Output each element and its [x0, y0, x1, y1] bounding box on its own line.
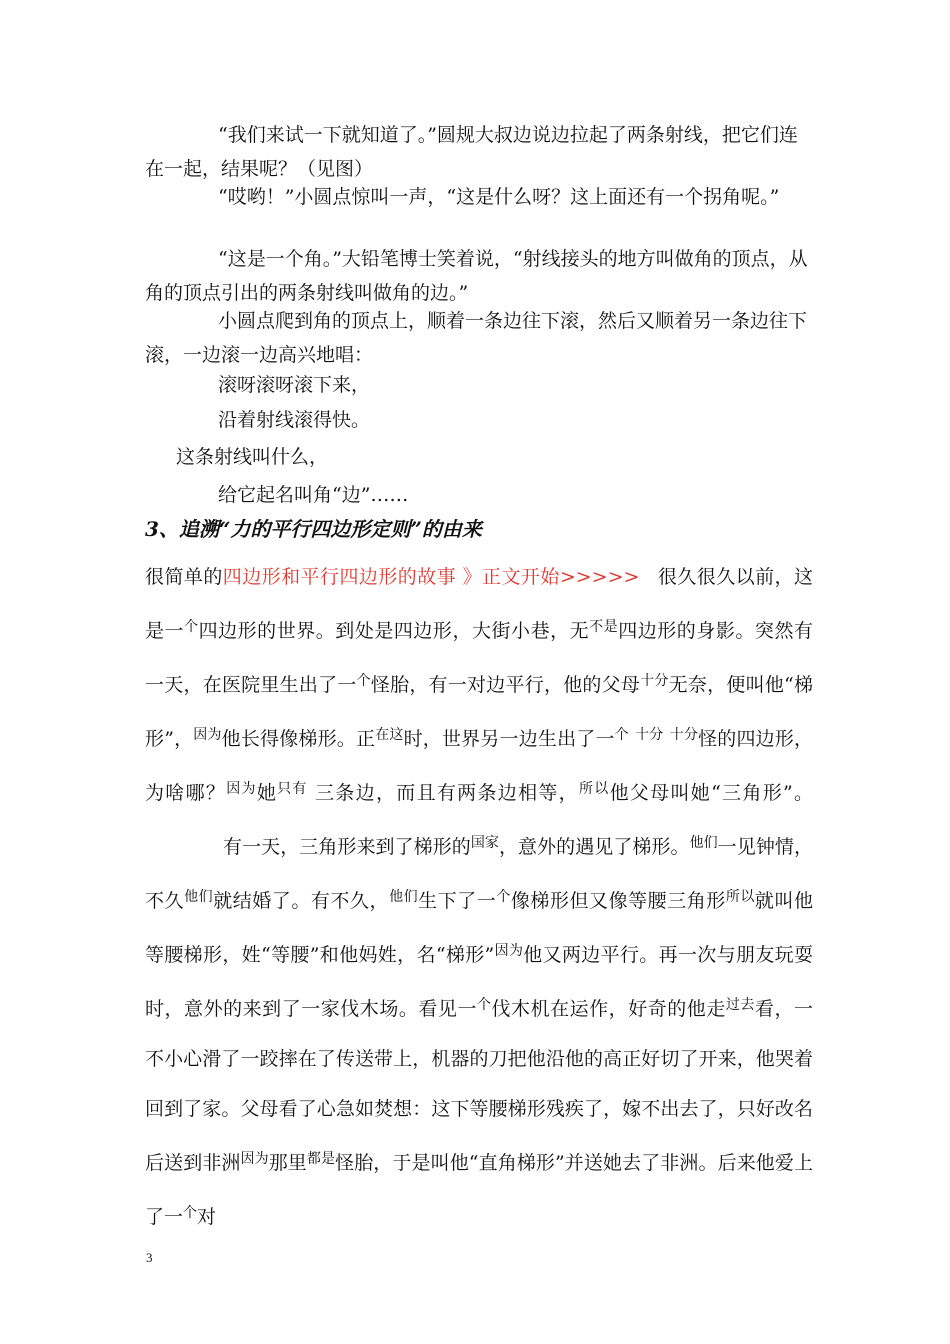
story-segment: 个 — [476, 997, 492, 1013]
paragraph-little-dot: “哎哟！”小圆点惊叫一声，“这是什么呀？这上面还有一个拐角呢。” — [218, 186, 780, 208]
story-segment: 个 — [184, 619, 199, 635]
story-segment: 因为 — [226, 781, 257, 797]
story-segment: 四边形的世界。到处是四边形，大街小巷，无 — [198, 620, 590, 642]
story-segment: 十分 — [669, 727, 699, 743]
story-segment: 很久很久以前，这是一 — [145, 566, 813, 642]
story-segment: 个 — [183, 1205, 198, 1221]
story-segment: 一见钟情，不久 — [145, 836, 813, 912]
story-segment: 像梯形但又像等腰三角形 — [510, 890, 726, 912]
story-segment: 因为 — [193, 727, 222, 743]
story-segment: 他长得像梯形。正 — [221, 728, 376, 750]
story-segment: 过去 — [725, 997, 755, 1013]
story-segment: 因为 — [494, 943, 524, 959]
story-segment: 对 — [197, 1206, 217, 1228]
story-segment: 他又两边平行。再一次与朋友玩耍时，意外的来到了一家伐木场。看见一 — [145, 944, 813, 1020]
story-segment: 怪胎，于是叫他“直角梯形”并送她去了非洲。后来他爱上了一 — [145, 1152, 813, 1228]
story-segment: 他们 — [184, 889, 214, 905]
story-segment: 怪的四边形，为啥哪？ — [145, 728, 814, 804]
story-segment: 所以 — [578, 781, 610, 797]
story-segment: 很简单的 — [145, 566, 223, 588]
story-segment: 时，世界另一边生出了一 — [403, 728, 615, 750]
verse-line: 给它起名叫角“边”…… — [218, 484, 409, 506]
story-segment: 伐木机在运作，好奇的他走 — [491, 998, 726, 1020]
story-segment: 有一天，三角形来到了梯形的 — [223, 836, 471, 858]
story-segment: 三条边，而且有两条边相等， — [307, 782, 579, 804]
story-segment: 在这 — [375, 727, 404, 743]
story-segment: 四边形的身影。突然有一天，在医院里生出了一 — [145, 620, 813, 696]
story-segment: 就叫他等腰梯形，姓“等腰”和他妈姓，名“梯形” — [145, 890, 814, 966]
story-segment: 无奈，便叫他“梯形”， — [145, 674, 814, 750]
paragraph-pencil: “这是一个角。”大铅笔博士笑着说，“射线接头的地方叫做角的顶点，从角的顶点引出的两条射线叫做角的边。” — [145, 248, 808, 304]
story-segment: 只有 — [277, 781, 308, 797]
story-segment: 生下了一 — [418, 890, 497, 912]
story-segment: ，意外的遇见了梯形。 — [498, 836, 690, 858]
story-link-text[interactable]: 四边形和平行四边形的故事 》正文开始>>>>> — [222, 566, 640, 588]
story-segment: 他父母叫她“三角形”。 — [609, 782, 814, 804]
page-number: 3 — [146, 1250, 153, 1265]
section-heading: 3、追溯“力的平行四边形定则”的由来 — [145, 517, 482, 541]
story-segment: 十分 — [640, 673, 669, 689]
story-segment: 所以 — [725, 889, 755, 905]
story-segment: 国家 — [470, 835, 499, 851]
story-segment: 十分 — [635, 727, 664, 743]
story-segment: 看，一不小心滑了一跤摔在了传送带上，机器的刀把他沿他的高正好切了开来，他哭着回到了家。父母看了心急如焚想：这下等腰梯形残疾了，嫁不出去了，只好改名后送到非洲 — [145, 998, 813, 1174]
story-segment: 因为 — [240, 1151, 269, 1167]
story-segment: 他们 — [389, 889, 419, 905]
story-segment: 就结婚了。有不久， — [213, 890, 390, 912]
story-segment: 她 — [256, 782, 278, 804]
story-segment: 不是 — [589, 619, 619, 635]
paragraph-rolling: 小圆点爬到角的顶点上，顺着一条边往下滚，然后又顺着另一条边往下滚，一边滚一边高兴地唱： — [145, 310, 808, 366]
story-segment: 怪胎，有一对边平行，他的父母 — [370, 674, 641, 696]
story-segment: 都是 — [306, 1151, 336, 1167]
story-segment: 个 — [356, 673, 371, 689]
story-segment: 个 — [614, 727, 629, 743]
verse-line: 沿着射线滚得快。 — [218, 409, 371, 431]
paragraph-compass: “我们来试一下就知道了。”圆规大叔边说边拉起了两条射线，把它们连在一起，结果呢？（见图） — [145, 124, 798, 180]
story-segment: 那里 — [268, 1152, 307, 1174]
story-paragraph — [145, 552, 813, 1242]
verse-line: 滚呀滚呀滚下来， — [218, 374, 371, 396]
verse-line: 这条射线叫什么， — [176, 446, 329, 468]
story-segment: 他们 — [689, 835, 718, 851]
story-segment: 个 — [496, 889, 511, 905]
